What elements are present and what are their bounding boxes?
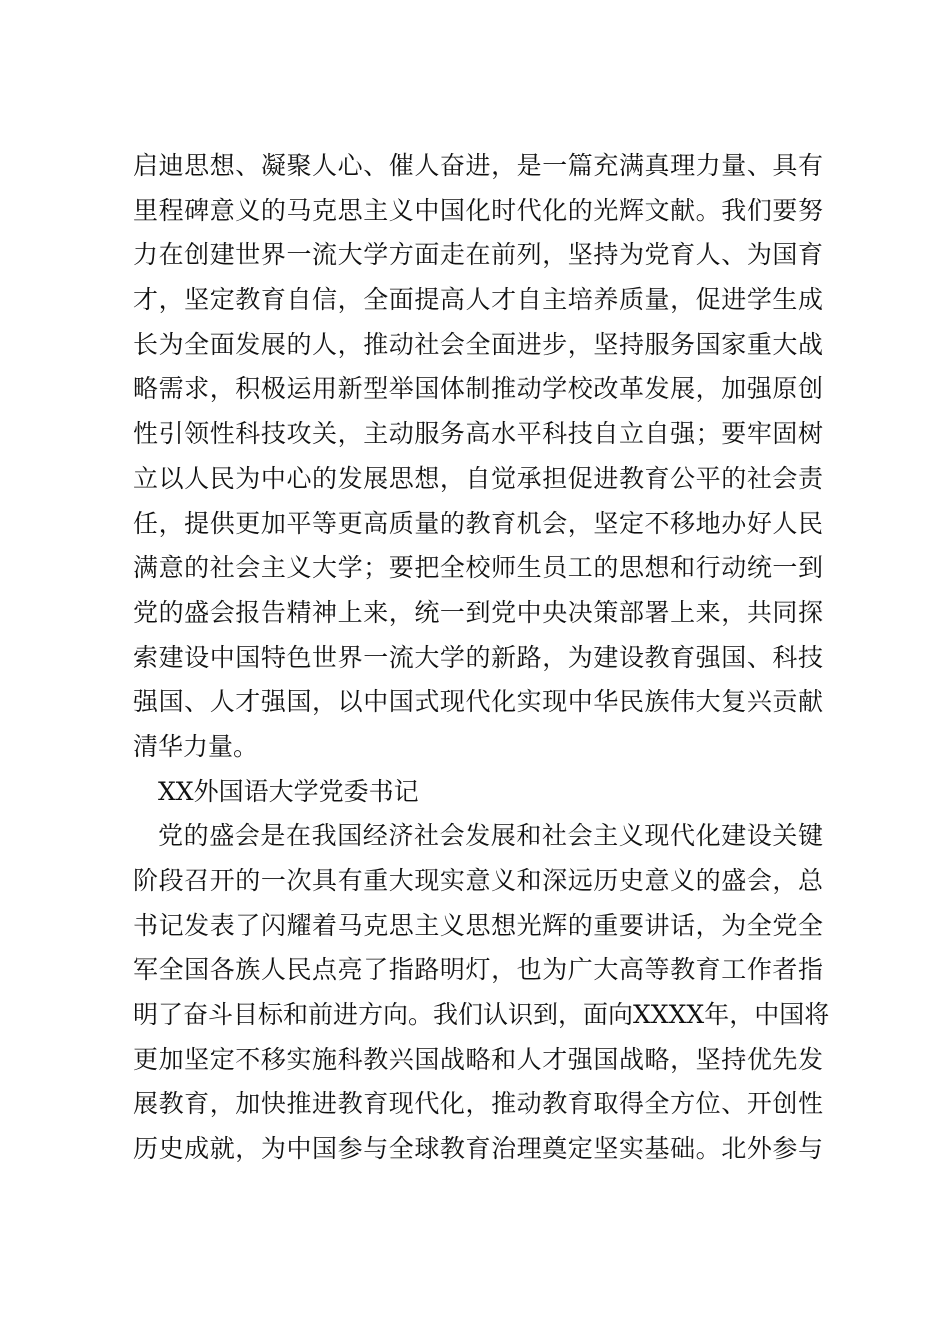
text-line: 更加坚定不移实施科教兴国战略和人才强国战略，坚持优先发 (133, 1044, 823, 1074)
text-line: 书记发表了闪耀着马克思主义思想光辉的重要讲话，为全党全 (133, 910, 823, 940)
text-line: 党的盛会报告精神上来，统一到党中央决策部署上来，共同探 (133, 597, 823, 627)
text-line: 阶段召开的一次具有重大现实意义和深远历史意义的盛会，总 (133, 866, 823, 895)
text-line: 才，坚定教育自信，全面提高人才自主培养质量，促进学生成 (133, 285, 823, 315)
text-line: 历史成就，为中国参与全球教育治理奠定坚实基础。北外参与 (133, 1134, 823, 1164)
text-line: 立以人民为中心的发展思想，自觉承担促进教育公平的社会责 (133, 463, 823, 493)
text-line: 明了奋斗目标和前进方向。我们认识到，面向XXXX年，中国将 (133, 1000, 830, 1030)
text-line: 里程碑意义的马克思主义中国化时代化的光辉文献。我们要努 (133, 195, 823, 225)
text-line: 清华力量。 (133, 731, 259, 761)
section-heading: XX外国语大学党委书记 (158, 776, 419, 806)
text-line: 索建设中国特色世界一流大学的新路，为建设教育强国、科技 (133, 642, 823, 672)
paragraph-1 (133, 144, 823, 770)
text-line: 长为全面发展的人，推动社会全面进步，坚持服务国家重大战 (133, 329, 823, 359)
text-line: 性引领性科技攻关，主动服务高水平科技自立自强；要牢固树 (133, 419, 823, 449)
text-line: 略需求，积极运用新型举国体制推动学校改革发展，加强原创 (133, 374, 823, 404)
text-line: 强国、人才强国，以中国式现代化实现中华民族伟大复兴贡献 (133, 687, 823, 717)
document-body (133, 144, 830, 1172)
text-line: 任，提供更加平等更高质量的教育机会，坚定不移地办好人民 (133, 508, 823, 538)
text-line: 军全国各族人民点亮了指路明灯，也为广大高等教育工作者指 (133, 955, 823, 985)
text-line: 启迪思想、凝聚人心、催人奋进，是一篇充满真理力量、具有 (133, 151, 823, 180)
text-line: 满意的社会主义大学；要把全校师生员工的思想和行动统一到 (133, 553, 823, 583)
text-line: 力在创建世界一流大学方面走在前列，坚持为党育人、为国育 (133, 240, 823, 270)
text-line: 展教育，加快推进教育现代化，推动教育取得全方位、开创性 (133, 1089, 823, 1119)
text-line: 党的盛会是在我国经济社会发展和社会主义现代化建设关键 (158, 821, 823, 851)
paragraph-2 (133, 814, 830, 1172)
